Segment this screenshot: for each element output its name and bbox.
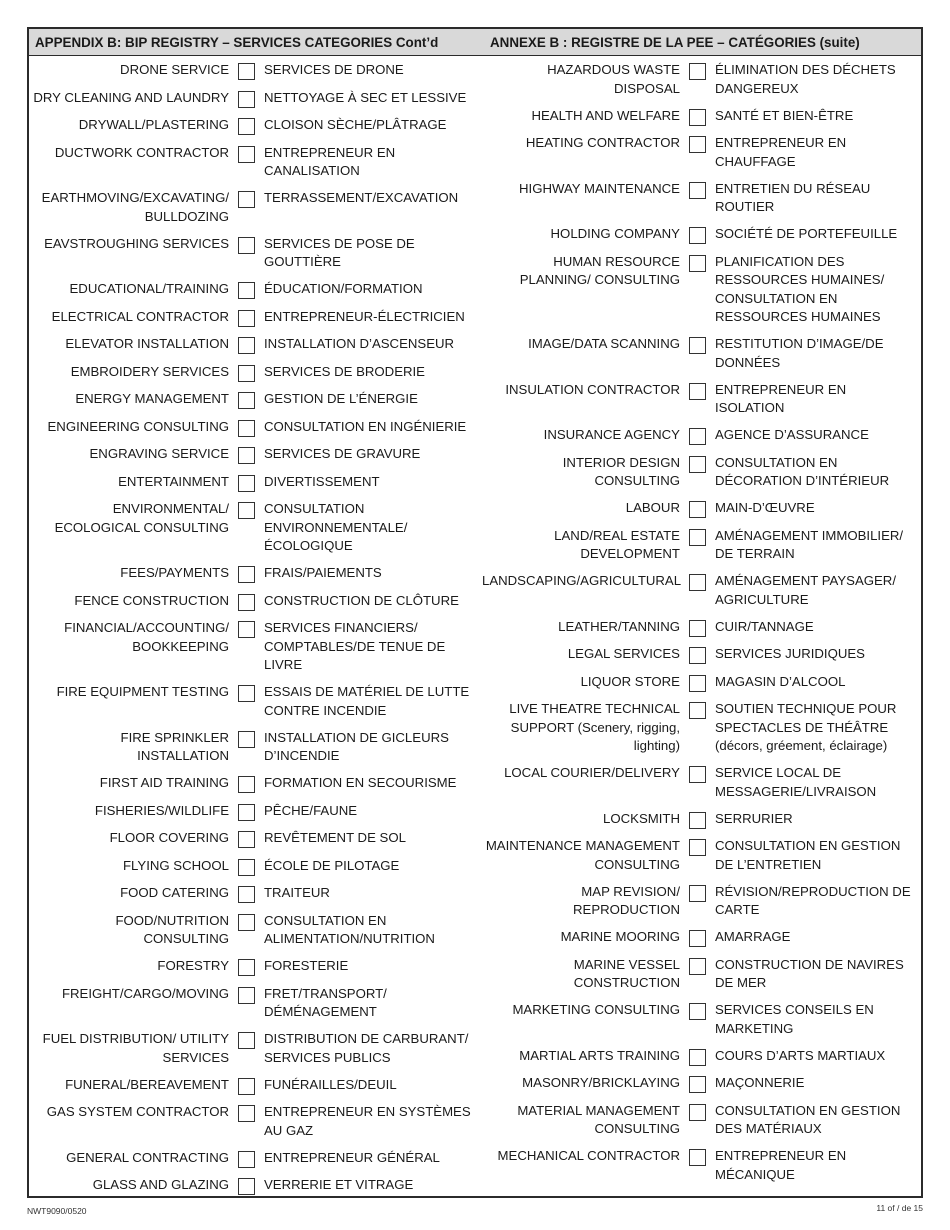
category-label-french: PÊCHE/FAUNE: [264, 802, 358, 818]
category-row: [29, 1149, 482, 1168]
category-label-french: DIVERTISSEMENT: [264, 473, 380, 489]
category-row: [482, 381, 921, 418]
category-label-french: NETTOYAGE À SEC ET LESSIVE: [264, 89, 467, 105]
category-row: [482, 1047, 921, 1066]
form-frame: [27, 27, 923, 1198]
category-label-english: LIVE THEATRE TECHNICAL SUPPORT (Scenery, rigging, lighting): [509, 701, 680, 753]
category-label-english: ENVIRONMENTAL/ ECOLOGICAL CONSULTING: [54, 501, 229, 535]
category-label-french: CONSTRUCTION DE CLÔTURE: [264, 592, 459, 608]
category-checkbox[interactable]: [238, 447, 255, 464]
category-label-english: FORESTRY: [157, 958, 229, 973]
category-checkbox[interactable]: [689, 958, 706, 975]
category-row: [482, 810, 921, 829]
category-row: [29, 144, 482, 181]
category-row: [29, 829, 482, 848]
category-label-english: ENGRAVING SERVICE: [89, 446, 229, 461]
category-checkbox[interactable]: [689, 501, 706, 518]
category-checkbox[interactable]: [689, 574, 706, 591]
category-checkbox[interactable]: [238, 91, 255, 108]
category-checkbox[interactable]: [689, 63, 706, 80]
category-row: [29, 884, 482, 903]
category-label-english: MARINE VESSEL CONSTRUCTION: [573, 956, 680, 990]
category-label-english: DUCTWORK CONTRACTOR: [54, 144, 229, 160]
category-label-english: EARTHMOVING/EXCAVATING/ BULLDOZING: [41, 190, 229, 224]
category-checkbox[interactable]: [689, 1149, 706, 1166]
category-checkbox[interactable]: [238, 621, 255, 638]
category-checkbox[interactable]: [238, 337, 255, 354]
category-label-french: ENTREPRENEUR GÉNÉRAL: [264, 1149, 440, 1165]
category-checkbox[interactable]: [689, 109, 706, 126]
category-label-french: ENTREPRENEUR-ÉLECTRICIEN: [264, 308, 465, 324]
category-row: [482, 180, 921, 217]
category-label-french: ENTREPRENEUR EN SYSTÈMES AU GAZ: [264, 1104, 471, 1138]
category-checkbox[interactable]: [238, 731, 255, 748]
category-label-english: GAS SYSTEM CONTRACTOR: [46, 1104, 229, 1119]
category-label-french: DISTRIBUTION DE CARBURANT/ SERVICES PUBLICS: [264, 1031, 469, 1065]
category-row: [29, 857, 482, 876]
category-label-english: FREIGHT/CARGO/MOVING: [61, 985, 229, 1001]
category-checkbox[interactable]: [238, 959, 255, 976]
category-label-french: ENTREPRENEUR EN CANALISATION: [264, 144, 396, 178]
category-label-english: ENTERTAINMENT: [118, 473, 229, 489]
category-label-french: SOUTIEN TECHNIQUE POUR SPECTACLES DE THÉÂTRE (décors, gréement, éclairage): [714, 701, 897, 753]
category-row: [29, 363, 482, 382]
category-label-french: ENTREPRENEUR EN MÉCANIQUE: [714, 1148, 847, 1182]
category-label-french: INSTALLATION D’ASCENSEUR: [264, 336, 455, 351]
category-label-english: GLASS AND GLAZING: [92, 1177, 229, 1192]
category-label-english: LOCAL COURIER/DELIVERY: [504, 765, 680, 780]
category-row: [29, 308, 482, 327]
category-row: [482, 527, 921, 564]
category-row: [29, 957, 482, 976]
category-label-english: FOOD/NUTRITION CONSULTING: [115, 912, 229, 946]
category-label-english: IMAGE/DATA SCANNING: [528, 336, 680, 351]
category-label-french: AMÉNAGEMENT PAYSAGER/ AGRICULTURE: [714, 573, 896, 607]
category-row: [482, 335, 921, 372]
category-row: [29, 473, 482, 492]
category-row: [29, 1076, 482, 1095]
category-row: [482, 883, 921, 920]
category-checkbox[interactable]: [238, 282, 255, 299]
category-label-french: SERVICES DE POSE DE GOUTTIÈRE: [264, 235, 415, 269]
category-label-french: SOCIÉTÉ DE PORTEFEUILLE: [714, 226, 898, 241]
category-label-french: ENTREPRENEUR EN ISOLATION: [714, 381, 847, 415]
category-label-french: MAÇONNERIE: [714, 1075, 805, 1090]
category-label-french: CONSULTATION EN INGÉNIERIE: [264, 418, 467, 434]
category-label-english: LABOUR: [625, 500, 680, 515]
category-checkbox[interactable]: [238, 1151, 255, 1168]
category-checkbox[interactable]: [238, 566, 255, 583]
category-row: [482, 426, 921, 445]
category-label-english: GENERAL CONTRACTING: [66, 1149, 229, 1165]
category-checkbox[interactable]: [689, 182, 706, 199]
category-checkbox[interactable]: [238, 685, 255, 702]
category-label-french: ÉDUCATION/FORMATION: [264, 281, 423, 296]
category-label-french: SERRURIER: [714, 810, 793, 826]
category-row: [29, 445, 482, 464]
category-label-french: SERVICES FINANCIERS/ COMPTABLES/DE TENUE DE LIVRE: [264, 620, 446, 672]
category-label-french: SERVICES DE DRONE: [264, 62, 404, 77]
category-label-french: CONSULTATION EN DÉCORATION D’INTÉRIEUR: [714, 454, 890, 488]
category-row: [482, 673, 921, 692]
category-checkbox[interactable]: [238, 859, 255, 876]
category-label-french: RÉVISION/REPRODUCTION DE CARTE: [714, 883, 911, 917]
category-label-french: MAGASIN D’ALCOOL: [714, 673, 846, 689]
category-label-english: MARINE MOORING: [560, 929, 680, 944]
category-checkbox[interactable]: [689, 1003, 706, 1020]
category-label-english: FOOD CATERING: [120, 885, 229, 900]
category-label-english: ELECTRICAL CONTRACTOR: [51, 308, 229, 324]
category-row: [29, 335, 482, 354]
category-label-french: CLOISON SÈCHE/PLÂTRAGE: [264, 117, 447, 132]
page-number: 11 of / de 15: [876, 1203, 923, 1213]
category-row: [482, 928, 921, 947]
category-checkbox[interactable]: [238, 914, 255, 931]
category-checkbox[interactable]: [238, 594, 255, 611]
category-label-english: MARKETING CONSULTING: [512, 1002, 680, 1017]
category-label-english: HEATING CONTRACTOR: [525, 135, 680, 150]
category-checkbox[interactable]: [238, 310, 255, 327]
category-row: [29, 564, 482, 583]
category-label-french: AMARRAGE: [714, 929, 791, 944]
category-label-english: MASONRY/BRICKLAYING: [522, 1075, 680, 1090]
category-checkbox[interactable]: [689, 136, 706, 153]
category-checkbox[interactable]: [689, 255, 706, 272]
category-row: [29, 116, 482, 135]
category-label-english: MARTIAL ARTS TRAINING: [519, 1047, 680, 1063]
category-label-english: FLYING SCHOOL: [122, 857, 229, 873]
category-row: [29, 189, 482, 226]
category-label-french: TRAITEUR: [264, 885, 330, 900]
category-label-english: MAINTENANCE MANAGEMENT CONSULTING: [485, 838, 680, 872]
category-checkbox[interactable]: [238, 502, 255, 519]
category-row: [29, 985, 482, 1022]
category-label-english: LEATHER/TANNING: [558, 618, 680, 634]
category-row: [482, 1102, 921, 1139]
category-checkbox[interactable]: [238, 804, 255, 821]
category-label-english: MATERIAL MANAGEMENT CONSULTING: [517, 1102, 680, 1136]
category-label-english: FINANCIAL/ACCOUNTING/ BOOKKEEPING: [64, 620, 229, 654]
category-label-french: CONSTRUCTION DE NAVIRES DE MER: [714, 956, 904, 990]
category-label-french: SERVICES DE GRAVURE: [264, 446, 421, 461]
category-checkbox[interactable]: [238, 1105, 255, 1122]
category-label-french: CUIR/TANNAGE: [714, 618, 814, 634]
category-label-french: SERVICES CONSEILS EN MARKETING: [714, 1002, 874, 1036]
category-row: [29, 61, 482, 80]
category-row: [482, 499, 921, 518]
category-label-french: SERVICES JURIDIQUES: [714, 646, 865, 661]
category-label-french: AGENCE D’ASSURANCE: [714, 427, 869, 442]
category-checkbox[interactable]: [238, 776, 255, 793]
category-label-french: FRAIS/PAIEMENTS: [264, 565, 382, 580]
category-label-french: ÉCOLE DE PILOTAGE: [264, 857, 400, 873]
category-checkbox[interactable]: [238, 886, 255, 903]
category-row: [482, 645, 921, 664]
category-label-english: HIGHWAY MAINTENANCE: [519, 180, 680, 196]
category-label-english: MECHANICAL CONTRACTOR: [497, 1148, 680, 1163]
category-label-english: FUEL DISTRIBUTION/ UTILITY SERVICES: [42, 1031, 229, 1065]
category-label-french: CONSULTATION EN ALIMENTATION/NUTRITION: [264, 912, 435, 946]
category-label-english: FISHERIES/WILDLIFE: [94, 802, 229, 818]
category-label-french: AMÉNAGEMENT IMMOBILIER/ DE TERRAIN: [714, 527, 904, 561]
category-checkbox[interactable]: [689, 702, 706, 719]
category-label-french: GESTION DE L’ÉNERGIE: [264, 391, 418, 406]
category-label-french: FRET/TRANSPORT/ DÉMÉNAGEMENT: [264, 985, 387, 1019]
category-checkbox[interactable]: [238, 1178, 255, 1195]
category-row: [29, 235, 482, 272]
category-checkbox[interactable]: [238, 146, 255, 163]
category-row: [29, 619, 482, 675]
category-checkbox[interactable]: [689, 675, 706, 692]
category-checkbox[interactable]: [689, 620, 706, 637]
category-label-english: FENCE CONSTRUCTION: [74, 592, 229, 608]
category-checkbox[interactable]: [689, 227, 706, 244]
category-label-english: FLOOR COVERING: [109, 830, 229, 845]
category-label-french: PLANIFICATION DES RESSOURCES HUMAINES/ CONSULTATION EN RESSOURCES HUMAINES: [714, 253, 885, 324]
category-label-english: LIQUOR STORE: [580, 673, 680, 689]
category-row: [482, 225, 921, 244]
category-row: [482, 618, 921, 637]
category-checkbox[interactable]: [238, 365, 255, 382]
category-row: [29, 500, 482, 556]
category-label-english: FIRST AID TRAINING: [99, 775, 229, 790]
category-label-english: HUMAN RESOURCE PLANNING/ CONSULTING: [519, 253, 680, 287]
category-row: [29, 1030, 482, 1067]
category-row: [29, 592, 482, 611]
category-row: [482, 61, 921, 98]
category-checkbox[interactable]: [689, 1076, 706, 1093]
category-label-english: ELEVATOR INSTALLATION: [65, 336, 229, 351]
category-label-english: DRONE SERVICE: [120, 62, 229, 77]
category-row: [482, 764, 921, 801]
category-checkbox[interactable]: [238, 1032, 255, 1049]
category-label-french: MAIN-D’ŒUVRE: [714, 500, 815, 515]
category-label-english: DRY CLEANING AND LAUNDRY: [33, 89, 229, 105]
category-checkbox[interactable]: [689, 337, 706, 354]
category-checkbox[interactable]: [238, 392, 255, 409]
category-checkbox[interactable]: [689, 456, 706, 473]
category-row: [482, 107, 921, 126]
category-checkbox[interactable]: [238, 1078, 255, 1095]
category-row: [29, 729, 482, 766]
category-label-english: HEALTH AND WELFARE: [531, 107, 680, 123]
category-row: [29, 802, 482, 821]
category-label-french: REVÊTEMENT DE SOL: [264, 830, 406, 845]
category-label-french: ENTREPRENEUR EN CHAUFFAGE: [714, 135, 847, 169]
category-label-french: ENTRETIEN DU RÉSEAU ROUTIER: [714, 180, 871, 214]
right-category-column: [482, 56, 921, 1204]
category-label-french: CONSULTATION EN GESTION DE L’ENTRETIEN: [714, 838, 901, 872]
category-label-english: FUNERAL/BEREAVEMENT: [65, 1076, 229, 1092]
category-label-french: FORESTERIE: [264, 958, 349, 973]
category-label-english: HAZARDOUS WASTE DISPOSAL: [547, 62, 680, 96]
category-row: [29, 390, 482, 409]
category-row: [482, 572, 921, 609]
category-label-english: FIRE SPRINKLER INSTALLATION: [120, 729, 229, 763]
category-label-french: CONSULTATION EN GESTION DES MATÉRIAUX: [714, 1102, 901, 1136]
category-label-french: ESSAIS DE MATÉRIEL DE LUTTE CONTRE INCENDIE: [264, 684, 470, 718]
category-checkbox[interactable]: [689, 885, 706, 902]
category-label-french: CONSULTATION ENVIRONNEMENTALE/ ÉCOLOGIQUE: [264, 501, 408, 553]
category-checkbox[interactable]: [238, 420, 255, 437]
category-row: [29, 683, 482, 720]
category-label-french: ÉLIMINATION DES DÉCHETS DANGEREUX: [714, 62, 896, 96]
category-row: [482, 1074, 921, 1093]
category-label-english: EMBROIDERY SERVICES: [70, 363, 229, 379]
category-checkbox[interactable]: [689, 428, 706, 445]
category-label-french: VERRERIE ET VITRAGE: [264, 1177, 414, 1192]
category-label-french: SERVICE LOCAL DE MESSAGERIE/LIVRAISON: [714, 765, 877, 799]
category-label-english: LANDSCAPING/AGRICULTURAL: [481, 573, 682, 588]
category-row: [29, 280, 482, 299]
category-row: [29, 418, 482, 437]
category-label-english: EAVSTROUGHING SERVICES: [44, 235, 229, 251]
category-checkbox[interactable]: [689, 1104, 706, 1121]
category-row: [482, 454, 921, 491]
category-row: [482, 1001, 921, 1038]
category-label-english: LAND/REAL ESTATE DEVELOPMENT: [554, 527, 680, 561]
category-label-english: EDUCATIONAL/TRAINING: [69, 281, 229, 296]
category-row: [29, 89, 482, 108]
category-label-french: SERVICES DE BRODERIE: [264, 363, 425, 379]
category-checkbox[interactable]: [238, 475, 255, 492]
section-header: [29, 29, 921, 56]
header-title-english: APPENDIX B: BIP REGISTRY – SERVICES CATEGORIES Cont’d: [35, 34, 439, 50]
category-label-english: INTERIOR DESIGN CONSULTING: [562, 454, 680, 488]
category-checkbox[interactable]: [238, 237, 255, 254]
category-label-english: ENERGY MANAGEMENT: [75, 391, 229, 406]
category-label-english: FIRE EQUIPMENT TESTING: [56, 684, 229, 699]
category-label-english: MAP REVISION/ REPRODUCTION: [573, 883, 680, 917]
category-checkbox[interactable]: [689, 930, 706, 947]
category-row: [482, 700, 921, 756]
category-label-french: INSTALLATION DE GICLEURS D’INCENDIE: [264, 729, 449, 763]
category-row: [482, 1147, 921, 1184]
category-checkbox[interactable]: [238, 63, 255, 80]
category-checkbox[interactable]: [689, 647, 706, 664]
category-label-english: ENGINEERING CONSULTING: [47, 418, 229, 434]
category-checkbox[interactable]: [238, 118, 255, 135]
category-row: [482, 956, 921, 993]
category-checkbox[interactable]: [689, 383, 706, 400]
category-label-french: COURS D’ARTS MARTIAUX: [714, 1047, 886, 1063]
category-checkbox[interactable]: [238, 987, 255, 1004]
category-row: [482, 837, 921, 874]
form-number: NWT9090/0520: [27, 1206, 87, 1216]
category-label-french: FORMATION EN SECOURISME: [264, 775, 457, 790]
category-label-french: TERRASSEMENT/EXCAVATION: [264, 190, 459, 205]
category-label-french: SANTÉ ET BIEN-ÊTRE: [714, 107, 854, 123]
category-label-english: DRYWALL/PLASTERING: [78, 117, 229, 132]
category-checkbox[interactable]: [689, 812, 706, 829]
category-checkbox[interactable]: [689, 766, 706, 783]
category-checkbox[interactable]: [689, 529, 706, 546]
category-label-english: LEGAL SERVICES: [567, 646, 680, 661]
category-checkbox[interactable]: [238, 831, 255, 848]
category-checkbox[interactable]: [689, 839, 706, 856]
category-label-french: FUNÉRAILLES/DEUIL: [264, 1076, 397, 1092]
category-row: [29, 774, 482, 793]
category-row: [29, 912, 482, 949]
category-label-french: RESTITUTION D’IMAGE/DE DONNÉES: [714, 336, 884, 370]
category-row: [482, 253, 921, 327]
category-label-english: LOCKSMITH: [603, 810, 680, 826]
category-row: [29, 1103, 482, 1140]
category-row: [29, 1176, 482, 1195]
header-title-french: ANNEXE B : REGISTRE DE LA PEE – CATÉGORIES (suite): [489, 34, 860, 50]
category-row: [482, 134, 921, 171]
left-category-column: [29, 56, 482, 1204]
category-label-english: HOLDING COMPANY: [550, 226, 680, 241]
category-label-english: INSULATION CONTRACTOR: [505, 381, 680, 397]
category-checkbox[interactable]: [238, 191, 255, 208]
category-label-english: FEES/PAYMENTS: [120, 565, 229, 580]
category-label-english: INSURANCE AGENCY: [543, 427, 680, 442]
category-checkbox[interactable]: [689, 1049, 706, 1066]
